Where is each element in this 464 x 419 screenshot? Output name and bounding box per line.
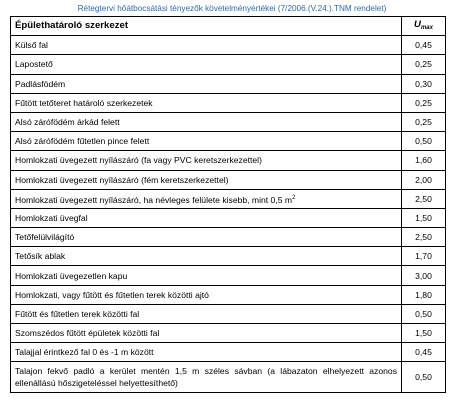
umax-value-cell: 0,25 (402, 93, 446, 112)
table-header-row (11, 17, 446, 36)
umax-value-cell: 1,50 (402, 208, 446, 227)
structure-name-cell (11, 132, 402, 151)
table-body (11, 36, 446, 393)
umax-value-cell: 1,60 (402, 151, 446, 170)
structure-name-cell (11, 343, 402, 362)
structure-name-cell (11, 324, 402, 343)
structure-name-cell (11, 55, 402, 74)
table-row (11, 170, 446, 189)
table-row (11, 228, 446, 247)
structure-name: Homlokzati üvegezett nyílászáró (fém keretszerkezettel) (15, 174, 229, 185)
structure-name-cell (11, 151, 402, 170)
structure-name: Homlokzati üvegezetlen kapu (15, 270, 128, 281)
table-row (11, 112, 446, 131)
structure-name: Homlokzati üvegfal (15, 212, 88, 223)
structure-name: Külső fal (15, 40, 48, 51)
structure-name-cell (11, 36, 402, 55)
table-row (11, 324, 446, 343)
umax-value-cell: 0,45 (402, 36, 446, 55)
structure-name: Padlásfödém (15, 78, 66, 89)
table-row (11, 285, 446, 304)
table-row (11, 362, 446, 393)
umax-value-cell: 1,80 (402, 285, 446, 304)
structure-name-cell (11, 112, 402, 131)
structure-name-cell (11, 170, 402, 189)
structure-name: Homlokzati üvegezett nyílászáró (fa vagy PVC keretszerkezettel) (15, 155, 262, 166)
structure-name: Tetőfelülvilágító (15, 232, 75, 243)
umax-value-cell: 0,25 (402, 112, 446, 131)
table-row (11, 151, 446, 170)
structure-name: Lapostető (15, 59, 53, 70)
umax-value-cell: 0,30 (402, 74, 446, 93)
table-row (11, 36, 446, 55)
umax-value-cell: 2,00 (402, 170, 446, 189)
structure-name-cell (11, 189, 402, 208)
structure-name: Fűtött tetőteret határoló szerkezetek (15, 97, 153, 108)
column-header-umax (402, 17, 446, 36)
umax-value-cell: 0,50 (402, 362, 446, 393)
structure-name: Fűtött és fűtetlen terek közötti fal (15, 308, 140, 319)
table-row (11, 304, 446, 323)
table-row (11, 343, 446, 362)
umax-requirements-table (10, 16, 446, 393)
structure-name-cell (11, 228, 402, 247)
table-row (11, 93, 446, 112)
umax-symbol: U (414, 18, 421, 30)
umax-value-cell: 0,25 (402, 55, 446, 74)
umax-value-cell: 1,70 (402, 247, 446, 266)
umax-value-cell: 2,50 (402, 228, 446, 247)
table-row (11, 247, 446, 266)
umax-value-cell: 0,50 (402, 304, 446, 323)
umax-value-cell: 1,50 (402, 324, 446, 343)
umax-value-cell: 0,45 (402, 343, 446, 362)
structure-name: Homlokzati, vagy fűtött és fűtetlen terek közötti ajtó (15, 289, 209, 300)
umax-value-cell: 3,00 (402, 266, 446, 285)
structure-name: Tetősík ablak (15, 251, 66, 262)
structure-name-cell (11, 304, 402, 323)
structure-name: Homlokzati üvegezett nyílászáró, ha névleges felülete kisebb, mint 0,5 m (15, 194, 293, 205)
structure-name: Szomszédos fűtött épületek közötti fal (15, 328, 160, 339)
unit-exponent: 2 (292, 194, 296, 201)
structure-name: Alsó zárófödém árkád felett (15, 117, 120, 128)
structure-name: Alsó zárófödém fűtetlen pince felett (15, 136, 150, 147)
structure-name-cell (11, 285, 402, 304)
structure-name-cell (11, 247, 402, 266)
umax-value-cell: 2,50 (402, 189, 446, 208)
structure-name: Talajjal érintkező fal 0 és -1 m között (15, 347, 154, 358)
table-row (11, 189, 446, 208)
structure-name-cell (11, 74, 402, 93)
table-row (11, 208, 446, 227)
table-row (11, 74, 446, 93)
structure-name: Talajon fekvő padló a kerület mentén 1,5 m széles sávban (a lábazaton elhelyezett azonos ellenállású hőszigeteléssel helyettesíthető) (15, 366, 397, 389)
structure-name-cell (11, 93, 402, 112)
table-row (11, 132, 446, 151)
umax-subscript: max (420, 24, 433, 31)
column-header-structure: Épülethatároló szerkezet (11, 17, 402, 36)
structure-name-cell (11, 362, 402, 393)
umax-value-cell: 0,50 (402, 132, 446, 151)
structure-name-cell (11, 208, 402, 227)
table-row (11, 266, 446, 285)
structure-name-cell (11, 266, 402, 285)
table-caption: Rétegtervi hőátbocsátási tényezők követelményértékei (7/2006.(V.24.).TNM rendelet) (77, 4, 387, 13)
table-row (11, 55, 446, 74)
